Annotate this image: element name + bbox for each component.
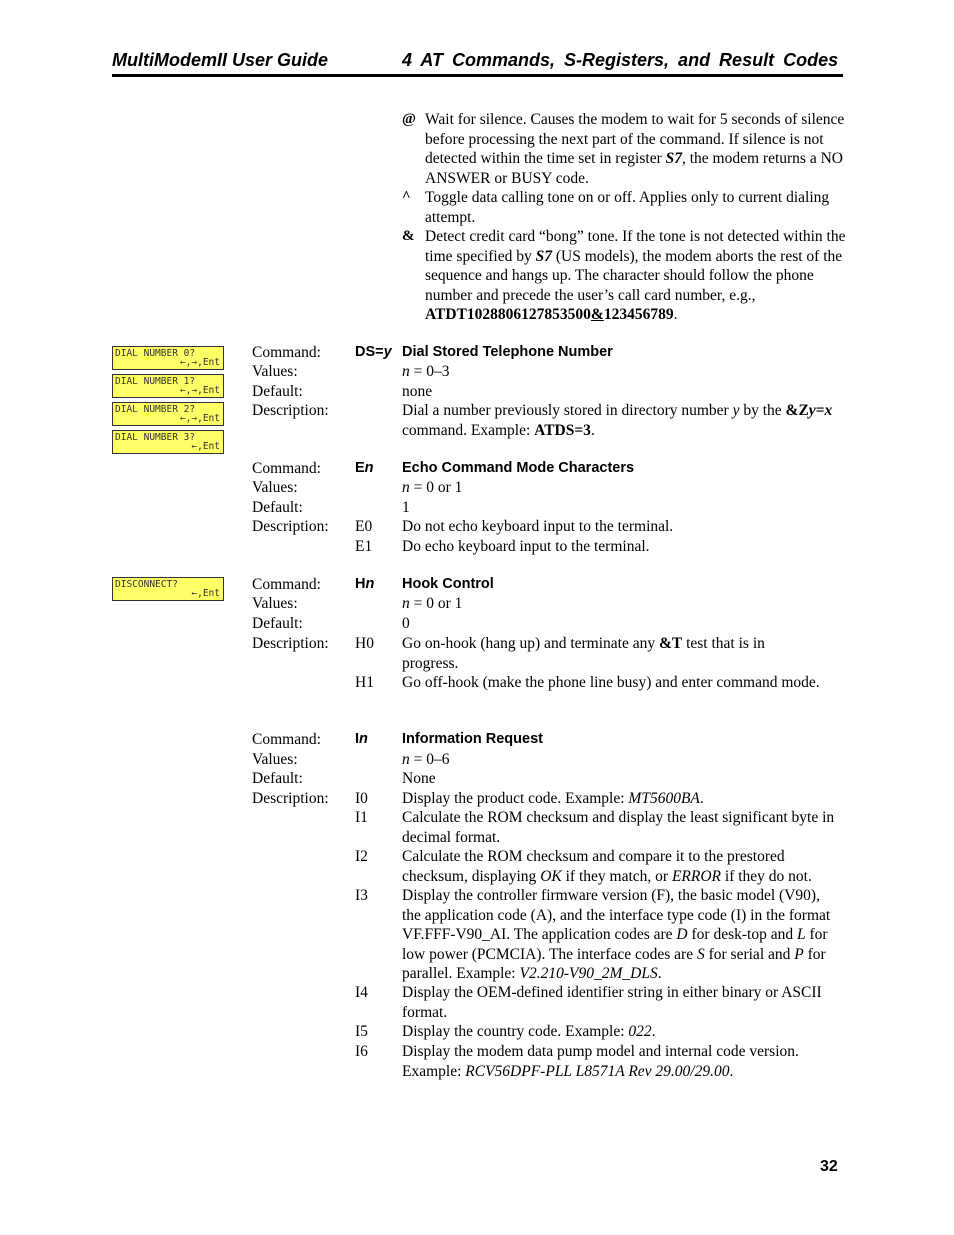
option-description: Do not echo keyboard input to the terminal. [402,518,674,535]
modifier-symbol-ampersand: & [402,228,415,244]
lcd-line-1: DISCONNECT? [115,579,178,590]
command-code-e: En [355,460,374,476]
command-code-ds: DS=y [355,344,392,360]
option-code: I5 [355,1023,368,1040]
modifier-description-caret: Toggle data calling tone on or off. Applies only to current dialing attempt. [425,189,830,226]
option-code: I2 [355,848,368,865]
modifier-symbol-at: @ [402,111,416,127]
modifier-description-at: Wait for silence. Causes the modem to wait for 5 seconds of silence before processing the next part of the command. If silence is not detected within the time set in register S7, the modem returns a NO ANSWER or BUSY code. [425,111,845,187]
option-code: I6 [355,1043,368,1060]
lcd-line-2: ←,Ent [191,588,220,599]
header-rule [112,74,843,77]
option-description: Go off-hook (make the phone line busy) and enter command mode. [402,674,820,691]
label-values: Values: [252,595,298,612]
label-values: Values: [252,479,298,496]
lcd-line-2: ←,Ent [191,441,220,452]
lcd-line-1: DIAL NUMBER 1? [115,376,196,387]
lcd-panel-dial-number-0 [112,346,224,370]
header-guide-title: MultiModemII User Guide [112,50,329,70]
lcd-panel-dial-number-1 [112,374,224,398]
option-description: Display the modem data pump model and internal code version. Example: RCV56DPF-PLL L8571A Rev 29.00/29.00. [402,1043,799,1080]
option-description: Go on-hook (hang up) and terminate any &T test that is in progress. [402,635,765,672]
values-ds: n = 0–3 [402,363,450,380]
option-code: E1 [355,538,373,555]
label-command: Command: [252,460,321,477]
label-command: Command: [252,731,321,748]
option-description: Do echo keyboard input to the terminal. [402,538,650,555]
option-description: Display the controller firmware version (F), the basic model (V90), the application code (A), and the interface type code (I) in the format VF.FFF-V90_AI. The application codes are D for desk-top and L for low power (PCMCIA). The interface codes are S for serial and P for parallel. Example: V2.210-V90_2M_DLS. [402,887,831,982]
option-code: I3 [355,887,368,904]
values-e: n = 0 or 1 [402,479,463,496]
lcd-line-2: ←,→,Ent [179,413,220,424]
default-i: None [402,770,436,787]
default-h: 0 [402,615,410,632]
command-code-i: In [355,731,368,747]
command-title-ds: Dial Stored Telephone Number [402,344,613,360]
default-e: 1 [402,499,410,516]
command-title-e: Echo Command Mode Characters [402,460,635,476]
default-ds: none [402,383,433,400]
label-description: Description: [252,790,329,807]
lcd-line-1: DIAL NUMBER 2? [115,404,196,415]
label-default: Default: [252,383,303,400]
option-code: I0 [355,790,368,807]
header-chapter-title: 4 AT Commands, S-Registers, and Result Codes [402,50,839,70]
label-description: Description: [252,518,329,535]
option-description: Display the OEM-defined identifier string in either binary or ASCII format. [402,984,822,1021]
option-description: Display the country code. Example: 022. [402,1023,656,1040]
option-code: I1 [355,809,368,826]
option-code: E0 [355,518,373,535]
option-code: I4 [355,984,368,1001]
label-default: Default: [252,499,303,516]
command-code-h: Hn [355,576,375,592]
option-description: Calculate the ROM checksum and compare it to the prestored checksum, displaying OK if they match, or ERROR if they do not. [402,848,812,885]
command-title-h: Hook Control [402,576,494,592]
label-default: Default: [252,615,303,632]
values-h: n = 0 or 1 [402,595,463,612]
label-default: Default: [252,770,303,787]
modifier-symbol-caret: ^ [402,189,411,205]
label-description: Description: [252,402,329,419]
lcd-line-1: DIAL NUMBER 0? [115,348,196,359]
option-code: H0 [355,635,374,652]
values-i: n = 0–6 [402,751,450,768]
page-number: 32 [820,1158,838,1175]
label-command: Command: [252,576,321,593]
label-description: Description: [252,635,329,652]
label-values: Values: [252,363,298,380]
label-command: Command: [252,344,321,361]
lcd-line-2: ←,→,Ent [179,385,220,396]
lcd-panel-dial-number-3 [112,430,224,454]
option-code: H1 [355,674,374,691]
modifier-description-ampersand: Detect credit card “bong” tone. If the tone is not detected within the time specified by S7 (US models), the modem aborts the rest of the sequence and hangs up. The character should follow the phone number and precede the user’s call card number, e.g., ATDT1028806127853500&123456789. [425,228,846,323]
description-ds: Dial a number previously stored in directory number y by the &Zy=x command. Example: ATDS=3. [402,402,833,439]
command-title-i: Information Request [402,731,543,747]
option-description: Display the product code. Example: MT5600BA. [402,790,704,807]
option-description: Calculate the ROM checksum and display the least significant byte in decimal format. [402,809,835,846]
lcd-panel-dial-number-2 [112,402,224,426]
lcd-panel-disconnect [112,577,224,601]
label-values: Values: [252,751,298,768]
lcd-line-1: DIAL NUMBER 3? [115,432,196,443]
lcd-line-2: ←,→,Ent [179,357,220,368]
